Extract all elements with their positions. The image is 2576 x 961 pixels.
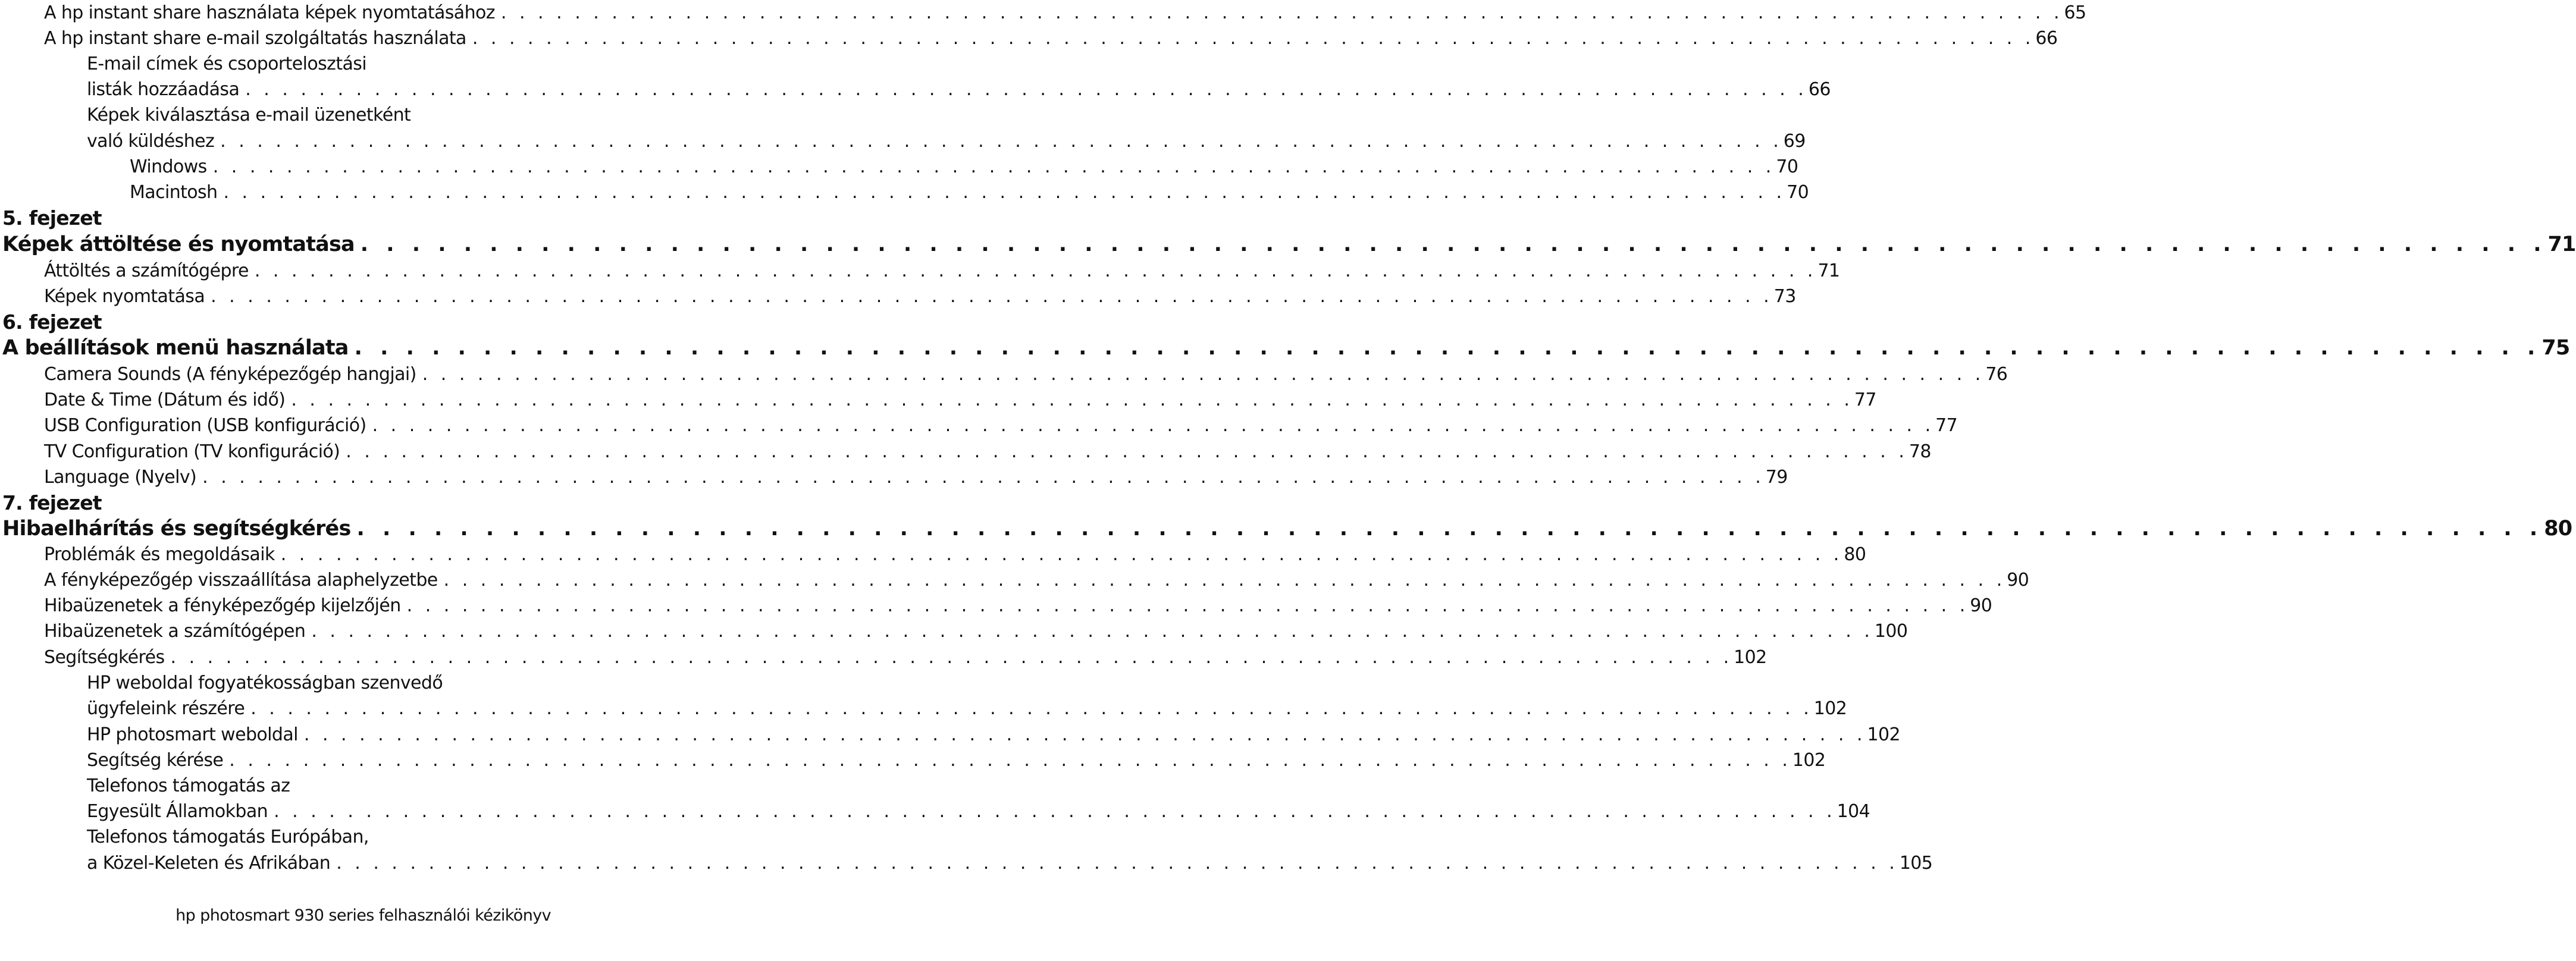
toc-entry-page: 102 (1867, 724, 1900, 745)
chapter-page: 71 (2547, 233, 2576, 256)
toc-entry-title: listák hozzáadása (87, 79, 240, 100)
toc-entry-title: A hp instant share e-mail szolgáltatás használata (44, 28, 466, 49)
toc-entry-title: Telefonos támogatás az (87, 775, 290, 796)
toc-entry-title: Problémák és megoldásaik (44, 544, 275, 565)
toc-leader-dots (311, 618, 1873, 645)
toc-entry (0, 362, 2008, 388)
chapter-title-entry (0, 516, 2572, 542)
toc-leader-dots (372, 413, 1935, 439)
toc-leader-dots (422, 362, 1985, 388)
toc-entry-page: 71 (1817, 260, 1840, 281)
toc-entry (0, 850, 1933, 877)
toc-entry-page: 76 (1985, 364, 2008, 385)
toc-leader-dots (274, 799, 1836, 825)
toc-entry-title: HP photosmart weboldal (87, 724, 298, 745)
toc-entry-page: 77 (1854, 390, 1876, 410)
toc-entry-title: Segítség kérése (87, 750, 224, 771)
toc-leader-dots (355, 335, 2541, 361)
toc-entry (0, 387, 1876, 413)
toc-entry-title: Hibaüzenetek a fényképezőgép kijelzőjén (44, 595, 401, 616)
toc-entry (0, 284, 1796, 310)
toc-leader-dots (357, 516, 2543, 542)
toc-entry (0, 542, 1866, 568)
toc-entry-title: Hibaüzenetek a számítógépen (44, 621, 306, 642)
toc-leader-dots (346, 439, 1908, 465)
chapter-number: 5. fejezet (2, 206, 102, 230)
toc-entry-title: Date & Time (Dátum és idő) (44, 390, 286, 410)
toc-entry (0, 824, 653, 850)
toc-leader-dots (213, 154, 1775, 180)
toc-entry (0, 258, 1840, 284)
toc-entry-page: 100 (1874, 621, 1908, 642)
toc-entry-title: Áttöltés a számítógépre (44, 260, 249, 281)
toc-entry-title: A fényképezőgép visszaállítása alaphelyzetbe (44, 570, 438, 591)
toc-leader-dots (245, 77, 1807, 103)
toc-leader-dots (171, 645, 1733, 671)
toc-entry-page: 66 (1808, 79, 1831, 100)
toc-entry (0, 439, 1931, 465)
toc-entry-title: Macintosh (130, 182, 218, 203)
toc-entry (0, 696, 1847, 722)
toc-entry-title: Segítségkérés (44, 647, 165, 668)
toc-entry-title: USB Configuration (USB konfiguráció) (44, 415, 366, 436)
toc-entry-title: Képek nyomtatása (44, 286, 205, 307)
toc-entry-page: 70 (1787, 182, 1809, 203)
toc-entry-page: 102 (1813, 698, 1847, 719)
toc-entry (0, 799, 1870, 825)
toc-entry-title: Egyesült Államokban (87, 801, 268, 822)
toc-entry (0, 645, 1767, 671)
toc-entry-page: 102 (1734, 647, 1767, 668)
toc-entry-title: Telefonos támogatás Európában, (87, 827, 369, 847)
toc-entry (0, 748, 1826, 774)
toc-leader-dots (304, 722, 1866, 748)
chapter-number: 7. fejezet (2, 491, 102, 514)
toc-entry (0, 593, 1992, 619)
toc-entry-title: a Közel-Keleten és Afrikában (87, 853, 331, 874)
chapter-page: 75 (2541, 336, 2570, 360)
toc-leader-dots (223, 180, 1785, 206)
toc-entry-title: TV Configuration (TV konfiguráció) (44, 441, 340, 462)
toc-entry-title: Language (Nyelv) (44, 467, 197, 488)
toc-entry-page: 102 (1792, 750, 1826, 771)
toc-leader-dots (250, 696, 1813, 722)
toc-leader-dots (220, 128, 1782, 155)
toc-leader-dots (472, 26, 2035, 52)
toc-entry (0, 567, 2029, 593)
toc-entry (0, 51, 653, 77)
toc-leader-dots (202, 464, 1765, 491)
toc-entry-title: Képek kiválasztása e-mail üzenetként (87, 105, 411, 125)
chapter-title-entry (0, 231, 2576, 257)
toc-entry-title: ügyfeleink részére (87, 698, 245, 719)
toc-entry-page: 65 (2064, 2, 2086, 23)
toc-entry (0, 128, 1806, 155)
toc-entry-title: való küldéshez (87, 131, 215, 152)
toc-leader-dots (361, 231, 2547, 257)
toc-entry-page: 70 (1776, 156, 1798, 177)
chapter-page: 80 (2544, 517, 2572, 541)
toc-entry (0, 102, 653, 128)
toc-leader-dots (255, 258, 1817, 284)
toc-entry (0, 180, 1809, 206)
chapter-title: Képek áttöltése és nyomtatása (2, 233, 355, 256)
toc-entry (0, 722, 1900, 748)
toc-entry-title: A hp instant share használata képek nyomtatásához (44, 2, 495, 23)
chapter-number: 6. fejezet (2, 310, 102, 334)
toc-entry-page: 77 (1935, 415, 1958, 436)
toc-entry-page: 80 (1844, 544, 1866, 565)
toc-leader-dots (291, 387, 1853, 413)
toc-entry (0, 670, 653, 696)
toc-leader-dots (229, 748, 1791, 774)
toc-entry (0, 154, 1798, 180)
toc-entry-page: 66 (2035, 28, 2058, 49)
toc-entry-page: 90 (1970, 595, 1992, 616)
toc-entry-page: 78 (1909, 441, 1931, 462)
toc-entry-title: HP weboldal fogyatékosságban szenvedő (87, 673, 443, 693)
toc-entry (0, 26, 2058, 52)
chapter-title: Hibaelhárítás és segítségkérés (2, 517, 351, 541)
chapter-label (0, 309, 569, 335)
chapter-label (0, 205, 569, 231)
toc-leader-dots (211, 284, 1773, 310)
toc-entry-title: Windows (130, 156, 207, 177)
toc-entry-page: 69 (1783, 131, 1806, 152)
toc-leader-dots (281, 542, 1843, 568)
toc-entry (0, 464, 1788, 491)
toc-entry-page: 90 (2007, 570, 2029, 591)
page-footer: hp photosmart 930 series felhasználói kézikönyv (176, 906, 551, 925)
toc-entry (0, 77, 1831, 103)
toc-leader-dots (336, 850, 1898, 877)
toc-entry-title: E-mail címek és csoportelosztási (87, 54, 367, 74)
toc-entry (0, 0, 2086, 26)
toc-entry-page: 73 (1773, 286, 1796, 307)
chapter-label (0, 490, 569, 516)
chapter-title-entry (0, 335, 2570, 361)
toc-leader-dots (444, 567, 2006, 593)
toc-entry-title: Camera Sounds (A fényképezőgép hangjai) (44, 364, 416, 385)
toc-leader-dots (501, 0, 2063, 26)
toc-leader-dots (407, 593, 1969, 619)
toc-entry-page: 79 (1765, 467, 1788, 488)
toc-entry (0, 413, 1958, 439)
toc-entry-page: 104 (1837, 801, 1870, 822)
toc-entry (0, 618, 1908, 645)
toc-entry-page: 105 (1899, 853, 1933, 874)
chapter-title: A beállítások menü használata (2, 336, 349, 360)
toc-entry (0, 773, 653, 799)
